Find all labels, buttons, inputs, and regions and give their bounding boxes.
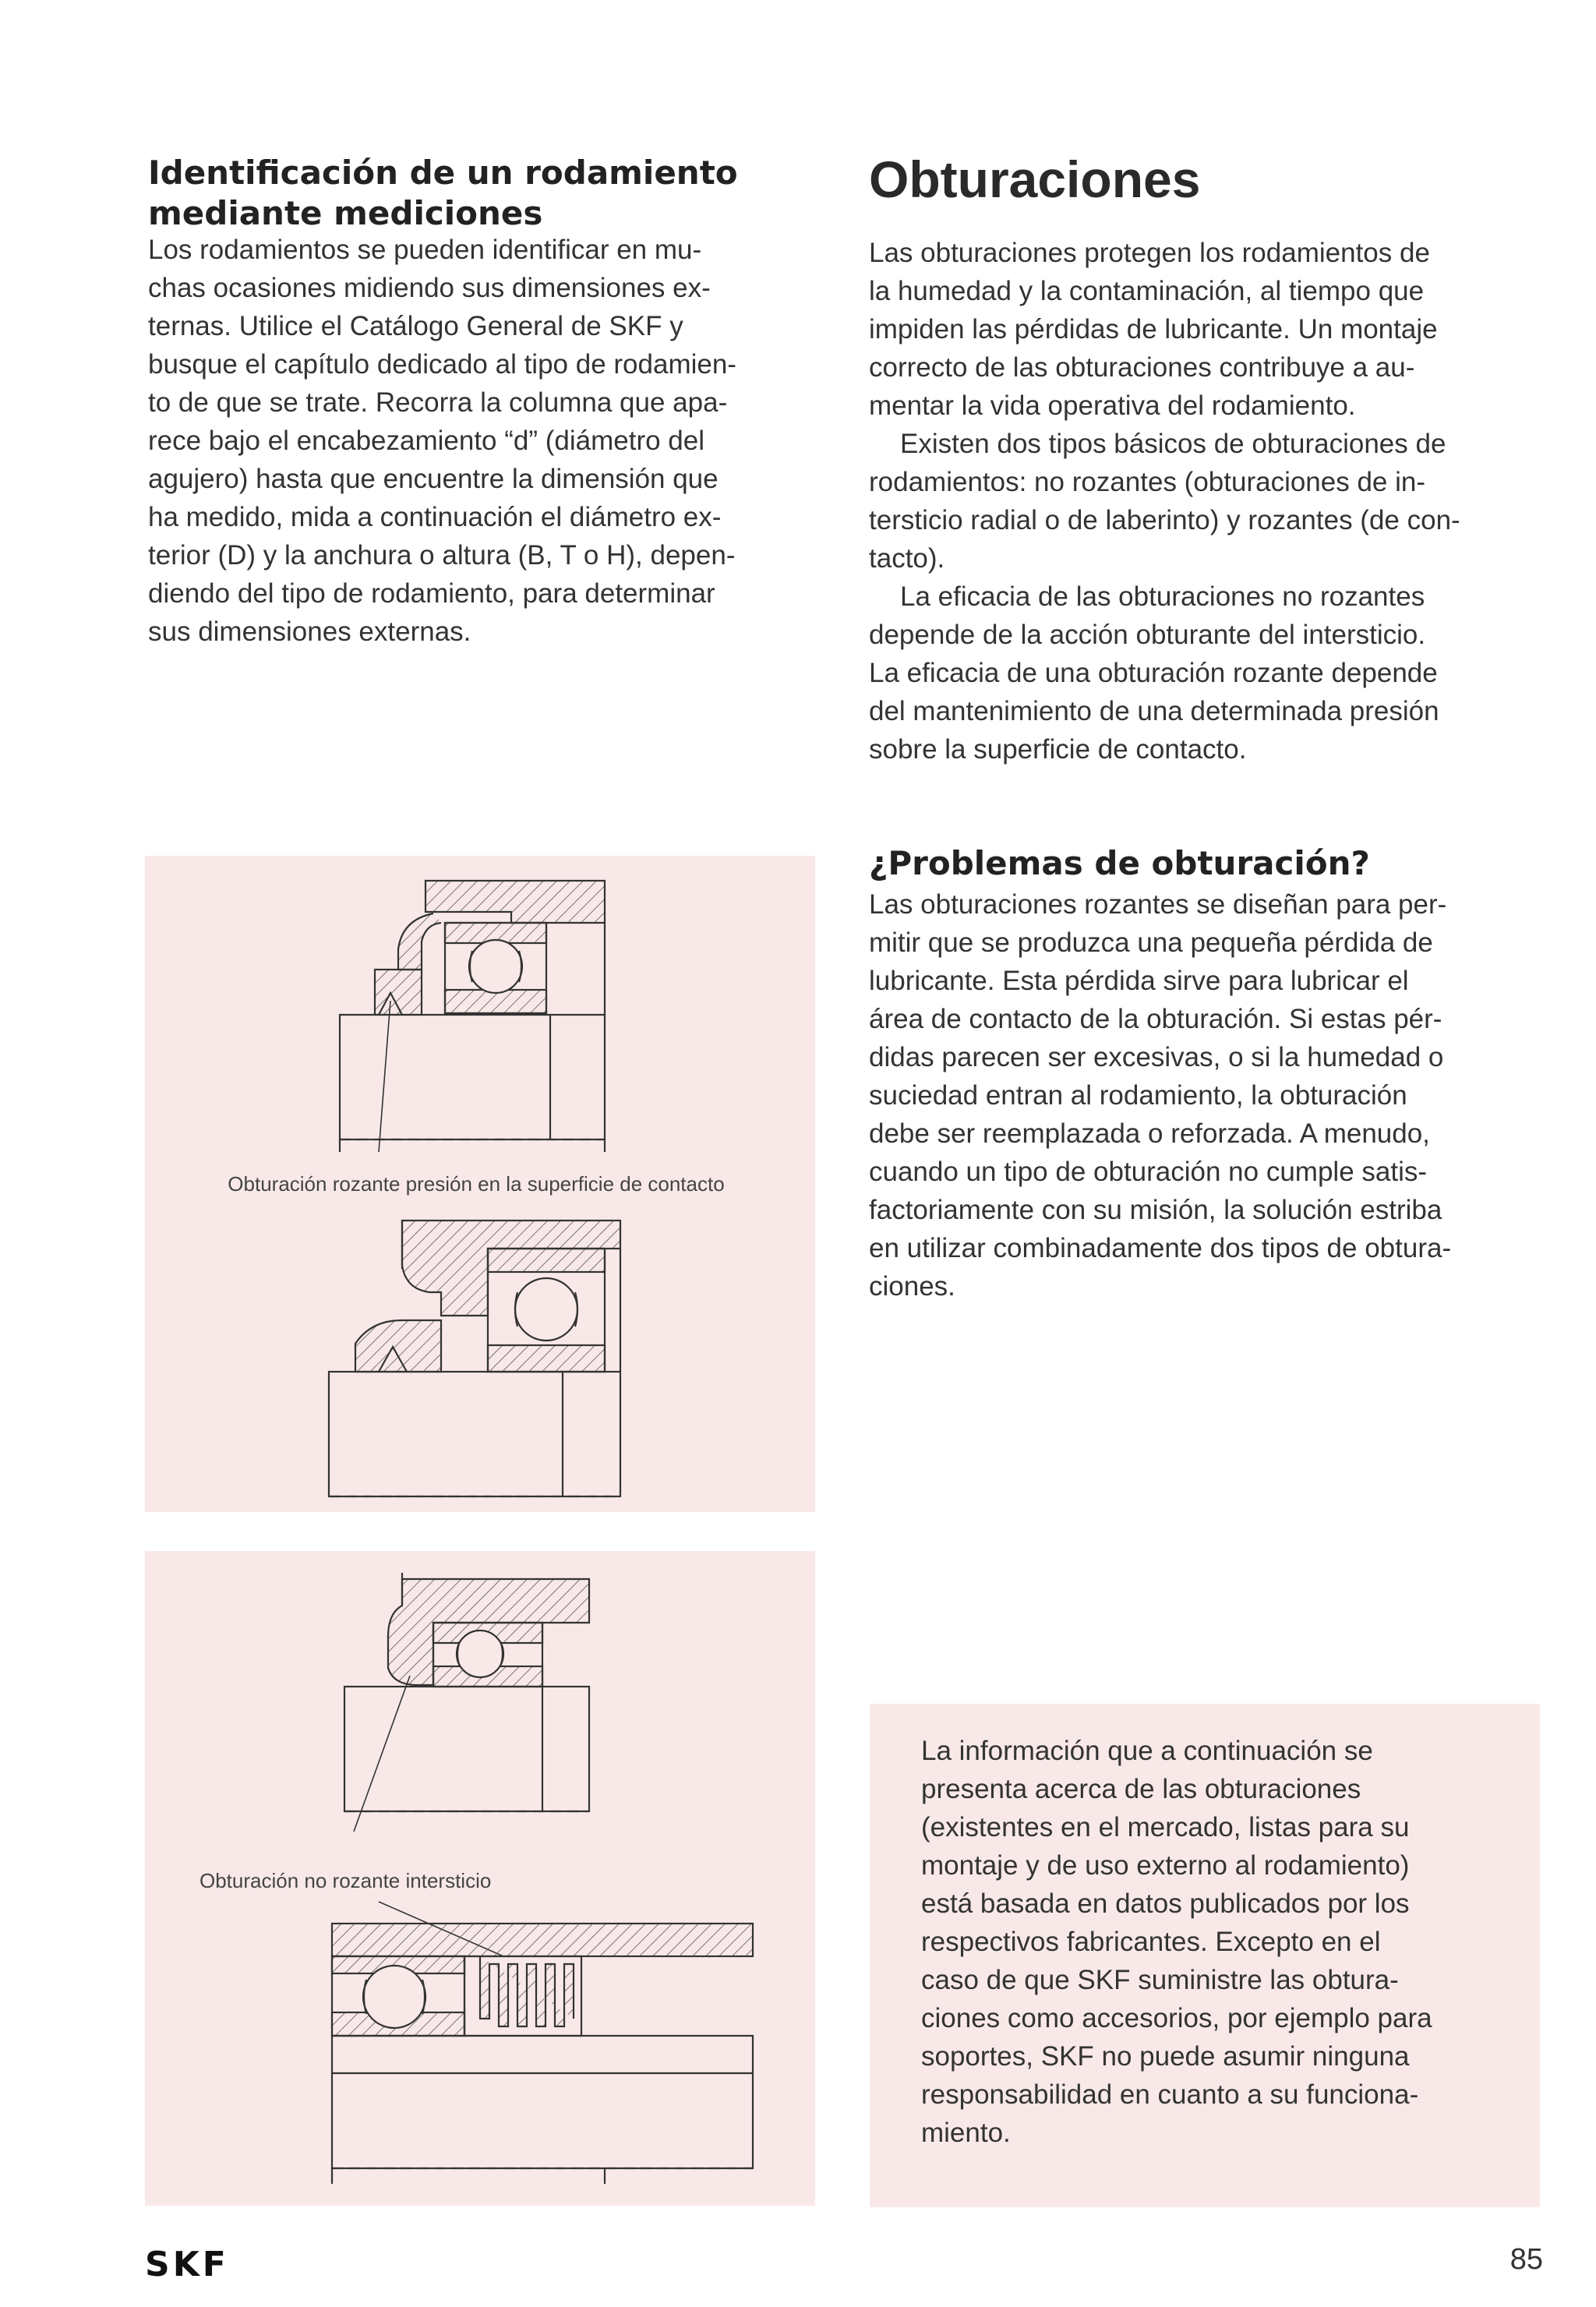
text-line: caso de que SKF suministre las obtura- [921,1965,1399,1995]
text-line: rece bajo el encabezamiento “d” (diámetro del [148,426,704,456]
problems-section [869,842,1539,1305]
figure-caption-gap: Obturación no rozante intersticio [200,1869,492,1892]
right-section [869,148,1539,768]
housing-upper-1 [425,881,605,923]
page-number [1496,2243,1543,2277]
text-line: ternas. Utilice el Catálogo General de SKF y [148,311,683,341]
text-line: didas parecen ser excesivas, o si la humedad o [869,1042,1444,1072]
bearing-outer-ring-2 [488,1249,605,1272]
text-line: respectivos fabricantes. Excepto en el [921,1927,1381,1957]
text-line: (existentes en el mercado, listas para su [921,1812,1410,1842]
text-line: ha medido, mida a continuación el diámetro ex- [148,502,722,532]
text-line: agujero) hasta que encuentre la dimensión que [148,464,719,494]
bearing-ball-1 [469,940,522,993]
labyrinth-seal [464,1956,581,2036]
obturaciones-paragraph-2 [869,425,1539,578]
seal-lip-1 [398,913,441,970]
bearing-ball-3 [457,1630,503,1677]
text-line: terior (D) y la anchura o altura (B, T o H), depen- [148,540,736,571]
text-line: la humedad y la contaminación, al tiempo que [869,276,1425,306]
contact-seal-diagram [145,856,815,1512]
text-line: rodamientos: no rozantes (obturaciones de in- [869,467,1426,497]
text-line: Las obturaciones rozantes se diseñan para per- [869,889,1447,920]
text-line: soportes, SKF no puede asumir ninguna [921,2041,1410,2072]
problems-heading: ¿Problemas de obturación? [869,844,1370,882]
text-line: mitir que se produzca una pequeña pérdida de [869,927,1433,958]
text-line: chas ocasiones midiendo sus dimensiones ex- [148,273,711,303]
text-line: debe ser reemplazada o reforzada. A menudo, [869,1118,1430,1149]
text-line: factoriamente con su misión, la solución estriba [869,1195,1442,1225]
bearing-ball-2 [515,1278,577,1341]
text-line: presenta acerca de las obturaciones [921,1774,1361,1804]
text-line: en utilizar combinadamente dos tipos de obtura- [869,1233,1452,1263]
text-line: La eficacia de las obturaciones no rozantes [900,581,1425,612]
disclaimer-note-box [870,1704,1540,2207]
text-line: La eficacia de una obturación rozante depende [869,658,1438,688]
heading-line-1: Identificación de un rodamiento [148,154,738,192]
text-line: diendo del tipo de rodamiento, para determinar [148,578,715,609]
skf-logo [145,2245,229,2284]
text-line: mentar la vida operativa del rodamiento. [869,390,1356,421]
gap-seal-diagram [145,1551,815,2206]
brand-text: SKF [145,2245,229,2284]
text-line: miento. [921,2118,1011,2148]
text-line: responsabilidad en cuanto a su funciona- [921,2079,1419,2110]
text-line: to de que se trate. Recorra la columna que apa- [148,387,728,418]
disclaimer-text [921,1732,1540,2152]
page-number-text: 85 [1509,2243,1543,2276]
text-line: correcto de las obturaciones contribuye a au- [869,352,1415,383]
shaft-3 [344,1687,589,1811]
text-line: sobre la superficie de contacto. [869,734,1247,765]
text-line: suciedad entran al rodamiento, la obturación [869,1080,1407,1111]
text-line: depende de la acción obturante del intersticio. [869,620,1426,650]
text-line: ciones como accesorios, por ejemplo para [921,2003,1432,2033]
left-section-heading [148,153,826,234]
text-line: está basada en datos publicados por los [921,1888,1410,1919]
heading-line-2: mediante mediciones [148,194,543,232]
text-line: Existen dos tipos básicos de obturaciones de [900,429,1446,459]
text-line: Las obturaciones protegen los rodamientos de [869,238,1430,268]
gap-seal-figure [145,1551,815,2206]
text-line: busque el capítulo dedicado al tipo de rodamien- [148,349,736,380]
text-line: área de contacto de la obturación. Si estas pér- [869,1004,1442,1034]
obturaciones-paragraph-1 [869,234,1539,425]
shaft-2 [329,1372,620,1496]
left-section-text [148,231,826,651]
figure-caption-contact: Obturación rozante presión en la superficie de contacto [228,1172,725,1196]
text-line: sus dimensiones externas. [148,616,471,647]
text-line: ciones. [869,1271,955,1302]
bearing-ball-4 [363,1966,425,2028]
text-line: montaje y de uso externo al rodamiento) [921,1850,1410,1881]
text-line: del mantenimiento de una determinada presión [869,696,1439,726]
text-line: impiden las pérdidas de lubricante. Un montaje [869,314,1438,344]
text-line: La información que a continuación se [921,1736,1373,1766]
seal-lip-2 [355,1320,441,1372]
shaft-1 [340,1015,605,1139]
left-section [148,153,826,651]
text-line: tersticio radial o de laberinto) y rozantes (de con- [869,505,1460,535]
shaft-4 [332,2036,753,2168]
text-line: Los rodamientos se pueden identificar en mu- [148,235,702,265]
page-title: Obturaciones [869,150,1201,208]
housing-upper-4 [332,1924,753,1956]
text-line: lubricante. Esta pérdida sirve para lubricar el [869,966,1409,996]
text-line: tacto). [869,543,945,574]
contact-seal-figure [145,856,815,1512]
obturaciones-paragraph-3 [869,578,1539,768]
text-line: cuando un tipo de obturación no cumple satis- [869,1157,1428,1187]
bearing-inner-ring-2 [488,1345,605,1372]
problems-text [869,885,1539,1305]
